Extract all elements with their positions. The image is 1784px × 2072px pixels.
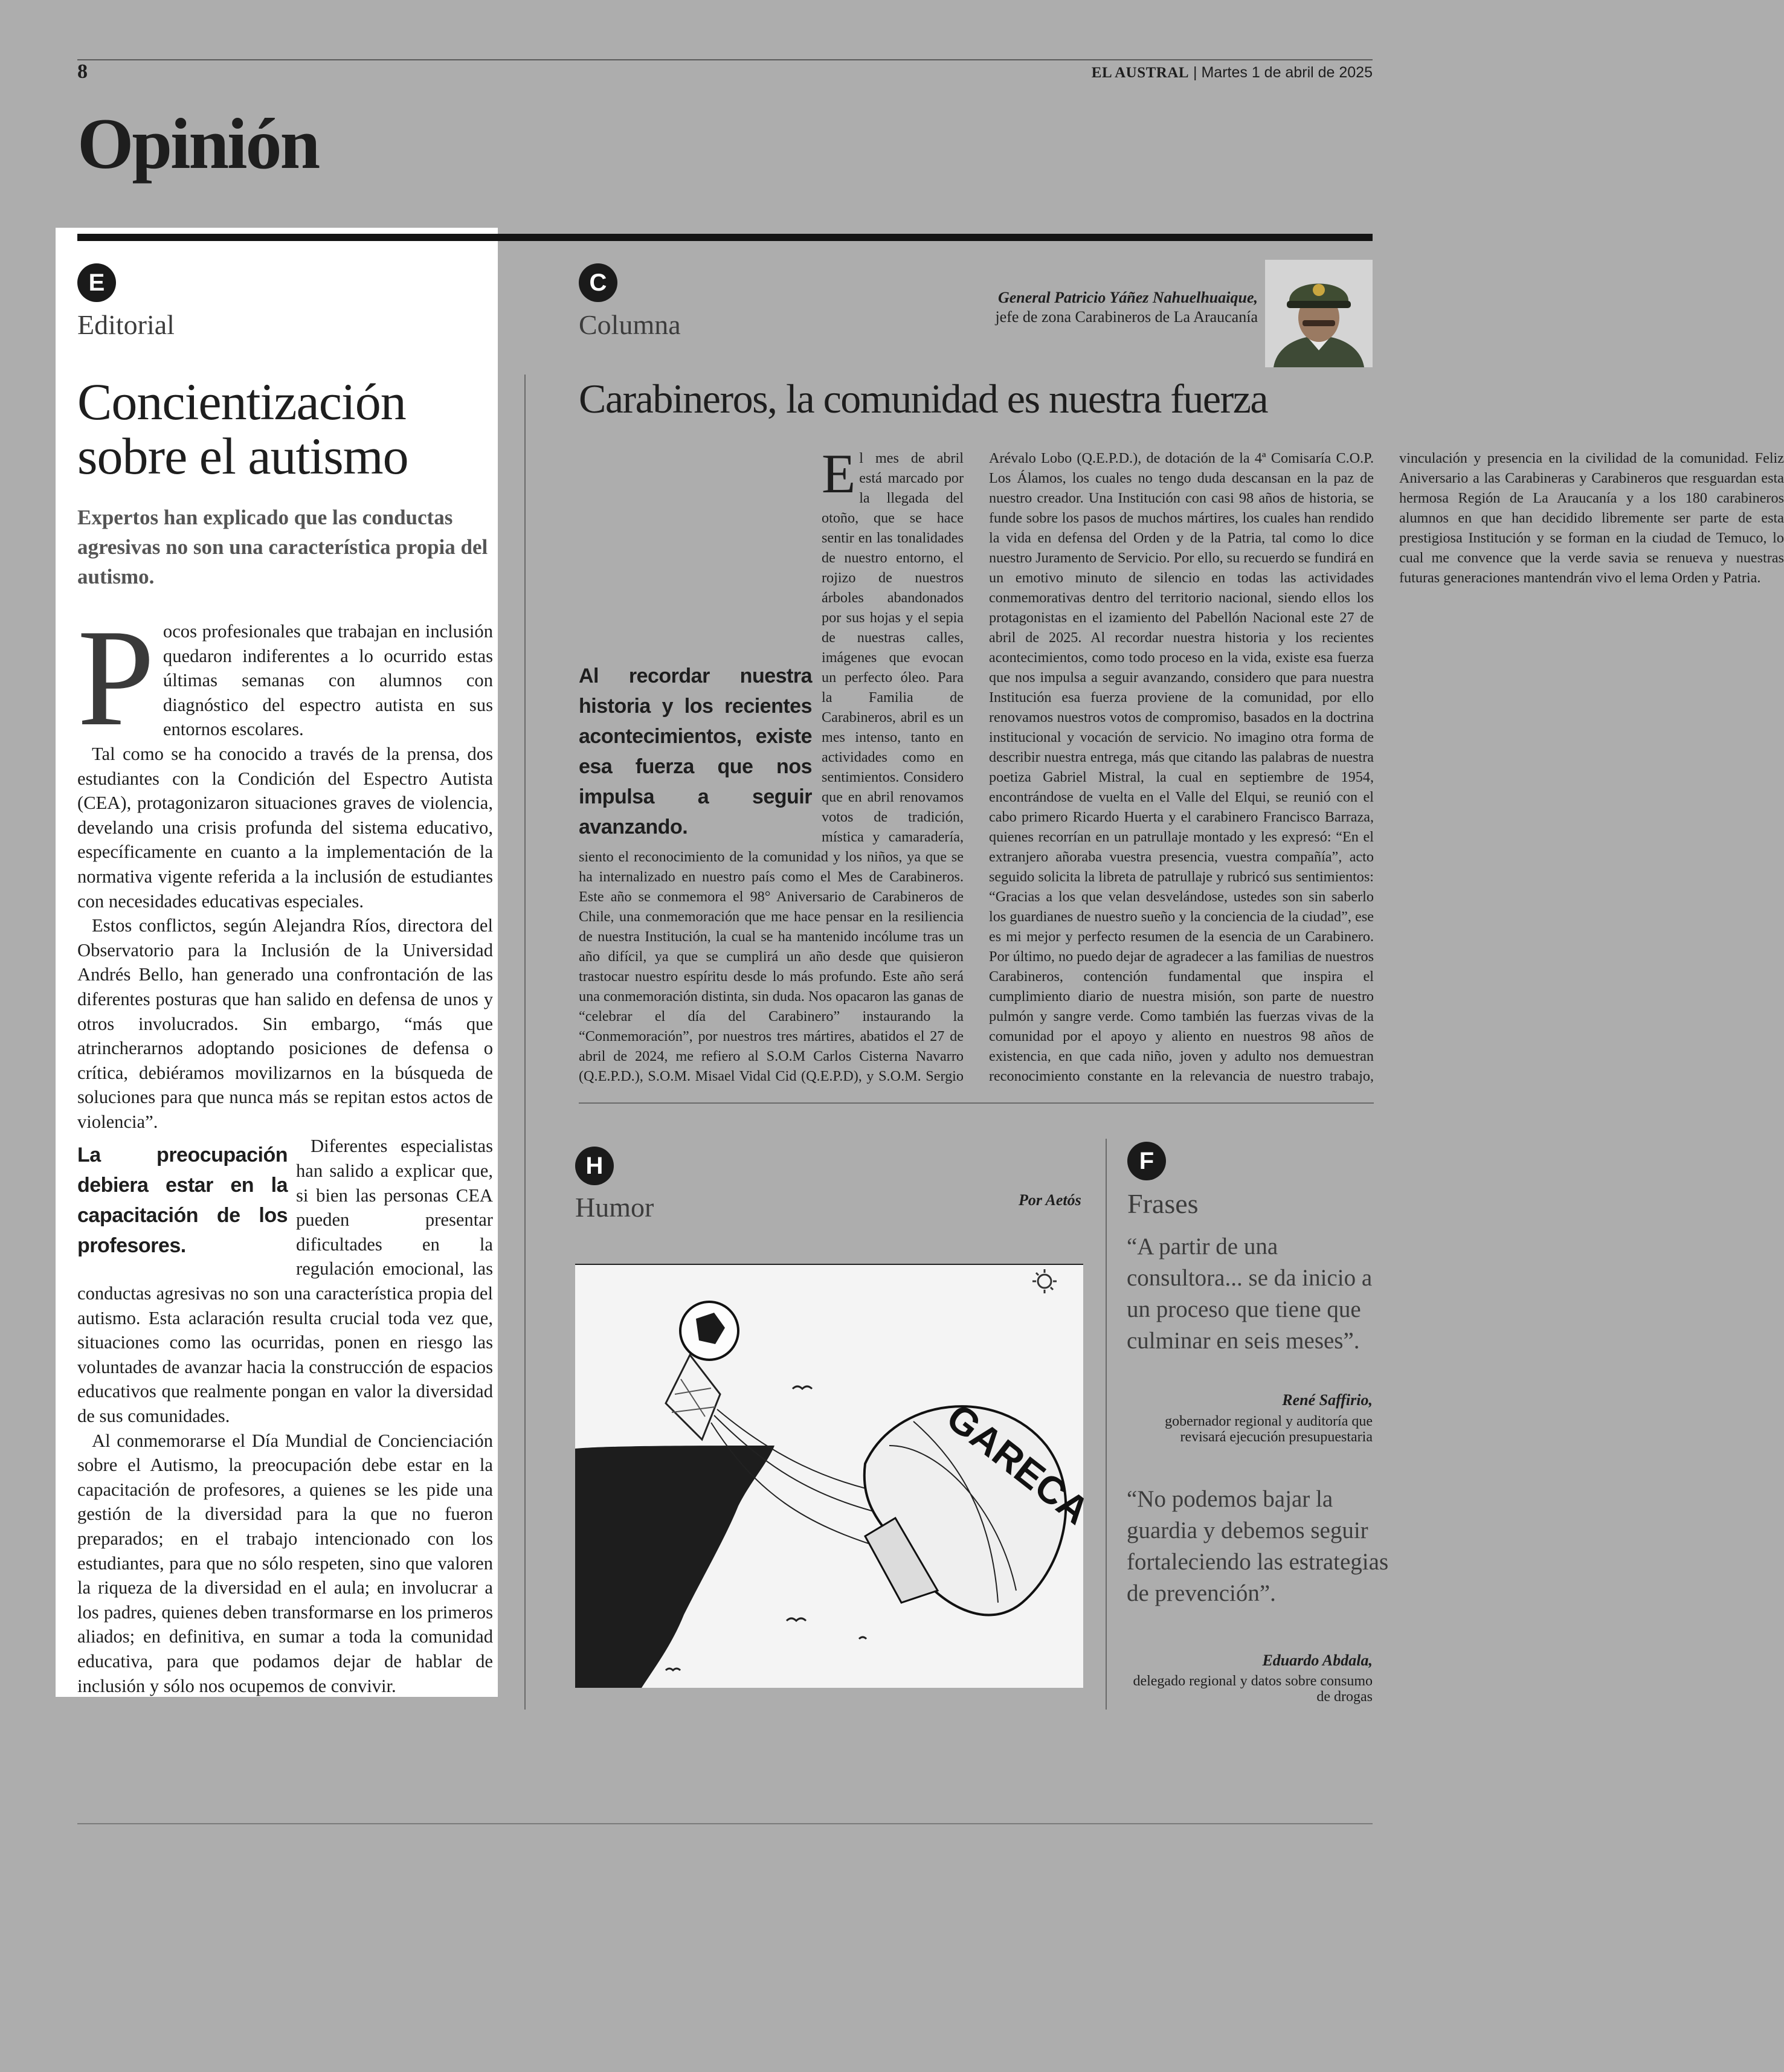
quote-author-role: delegado regional y datos sobre consumo de drogas — [1133, 1673, 1373, 1705]
editorial-label: Editorial — [77, 309, 175, 340]
column-paragraph: El mes de abril está marcado por la llegada del otoño, que se hace sentir en las tonalidades de nuestro entorno, el rojizo de nuestros árboles abandonados por sus hojas y el sepia de nuestras calles, imágenes que evocan un perfecto óleo. Para la Familia de Carabineros, abril es un mes intenso, tanto en actividades como en sentimientos. Considero que en abril renovamos votos de tradición, mística y camaradería, siento el reconocimiento de la comunidad y los niños, ya que se ha internalizado en nuestro país como el Mes de Carabineros. Este año se conmemora el 98° Aniversario de Carabineros de Chile, una conmemoración que me hace pensar en la resiliencia de nuestra Institución, la cual se ha mantenido incólume tras un año difícil, ya que se cumplirá un año desde que quisieron trastocar nuestro espíritu desde lo más profundo. Este año será una conmemoración distinta, sin duda. Nos opacaron las ganas de “celebrar el día del Carabinero” instaurando la “Conmemoración”, por nuestros tres mártires, abatidos el 27 de abril de 2024, me refiero al S.O.M Carlos Cisterna Navarro (Q.E.P.D.), S.O.M. Misael Vidal Cid (Q.E.P.D), y S.O.M. Sergio Arévalo Lobo (Q.E.P.D.), de dotación de la 4ª Comisaría C.O.P. Los Álamos, los cuales no tengo duda descansan en la paz de nuestro creador. Una Institución con casi 98 años de historia, se funde sobre los pasos de muchos mártires, los cuales han rendido la vida en defensa del Orden y de la Patria, tal como lo dice nuestro Juramento de Servicio. Por ello, su recuerdo se fundirá en un emotivo minuto de silencio en todas las actividades conmemorativas dentro del territorio nacional, siendo ellos los protagonistas en el izamiento del Pabellón Nacional este 27 de abril de 2025. Al recordar nuestra historia y los recientes acontecimientos, como todo proceso en la vida, existe esa fuerza que nos impulsa a seguir avanzando, considero que para nuestra Institución esa fuerza proviene de la comunidad, por ello renovamos nuestros votos de compromiso, basados en la doctrina institucional y vocación de servicio. No imagino otra forma de describir nuestra entrega, más que citando las palabras de nuestra poetiza Gabriel Mistral, la cual en septiembre de 1954, encontrándose de vuelta en el Valle del Elqui, se reunió con el cabo primero Ricardo Huerta y el carabinero Francisco Barraza, quienes recorrían en un patrullaje montado y les expresó: “En el extranjero añoraba vuestra presencia, vuestra compañía”, acto seguido solicita la libreta de patrullaje y rubricó sus sentimientos: “Gracias a los que velan desvelándose, ustedes son sin saberlo los guardianes de nuestro sueño y la conciencia de la ciudad”, ese es mi mejor y perfecto resumen de la esencia de un Carabinero. Por último, no puedo dejar de agradecer a las familias de nuestros Carabineros, contención fundamental que inspira el cumplimiento diario de nuestra misión, son parte de nuestro pulmón y sangre verde. Como también las fuerzas vivas de la comunidad por el apoyo y aliento en nuestros 98 años de existencia, en que cada niño, joven y adulto nos demuestran reconocimiento constante en la relevancia de nuestro trabajo, vinculación y presencia en la civilidad de la comunidad. Feliz Aniversario a las Carabineras y Carabineros que resguardan esta hermosa Región de La Araucanía y a los 180 carabineros alumnos en que han decidido libremente ser parte de esta prestigiosa Institución y se forman en la ciudad de Temuco, lo cual me convence que la verde savia se renueva y nuestras futuras generaciones mantendrán vivo el lema Orden y Patria. — [579, 443, 1784, 1084]
issue-date: Martes 1 de abril de 2025 — [1201, 64, 1373, 81]
column-headline: Carabineros, la comunidad es nuestra fuerza — [579, 376, 1268, 422]
humor-label: Humor — [575, 1192, 654, 1223]
cartoon-text: GARECA — [938, 1395, 1098, 1533]
editorial-paragraph: Tal como se ha conocido a través de la prensa, dos estudiantes con la Condición del Espectro Autista (CEA), protagonizaron situaciones graves de violencia, develando una crisis profunda del sistema educativo, específicamente en cuanto a la implementación de la normativa vigente referida a la inclusión de estudiantes con necesidades educativas especiales. — [77, 743, 493, 912]
humor-cartoon — [575, 1264, 1098, 1688]
editorial-pull-quote: La preocupación debiera estar en la capacitación de los profesores. — [77, 1144, 288, 1258]
column-label: Columna — [579, 309, 681, 340]
bottom-rule — [77, 1823, 1373, 1824]
author-role: jefe de zona Carabineros de La Araucanía — [995, 308, 1258, 326]
frases-divider — [1106, 1139, 1107, 1710]
editorial-lead: Expertos han explicado que las conductas agresivas no son una característica propia del autismo. — [77, 506, 488, 588]
column-pull-quote: Al recordar nuestra historia y los recientes acontecimientos, existe esa fuerza que nos impulsa a seguir avanzando. — [579, 664, 812, 838]
column-body — [579, 443, 1784, 1089]
column-bottom-rule — [579, 1102, 1374, 1104]
editorial-badge: E — [77, 263, 116, 302]
quote-text: “A partir de una consultora... se da inicio a un proceso que tiene que culminar en seis meses”. — [1127, 1234, 1373, 1354]
portrait-image — [1265, 260, 1373, 367]
top-rule — [77, 59, 1373, 60]
masthead — [1092, 64, 1373, 82]
quote-author-name: Eduardo Abdala, — [1262, 1652, 1373, 1669]
editorial-paragraph: Al conmemorarse el Día Mundial de Concienciación sobre el Autismo, la preocupación debe estar en la capacitación de profesores, a quienes se les pide una gestión de la diversidad para la que no fueron preparados; en el trabajo intencionado con los estudiantes, para que no sólo respeten, sino que valoren la riqueza de la diversidad en el aula; en involucrar a los padres, quienes deben transformarse en los primeros aliados; en definitiva, en sumar a toda la comunidad educativa, para que podamos dejar de hablar de inclusión y sólo nos ocupemos de convivir. — [77, 1430, 493, 1696]
frases-badge: F — [1127, 1142, 1166, 1180]
masthead-separator: | — [1189, 64, 1202, 81]
cartoon-credit: Por Aetós — [1019, 1191, 1081, 1209]
author-portrait — [1265, 260, 1373, 367]
frases-label: Frases — [1127, 1188, 1199, 1219]
quote-author-name: René Saffirio, — [1282, 1391, 1373, 1409]
humor-badge: H — [575, 1147, 614, 1185]
page-number: 8 — [77, 60, 88, 83]
column-badge: C — [579, 263, 617, 302]
quote-text: “No podemos bajar la guardia y debemos seguir fortaleciendo las estrategias de prevención”. — [1127, 1486, 1389, 1606]
section-rule — [77, 234, 1373, 241]
quote-author-role: gobernador regional y auditoría que revisará ejecución presupuestaria — [1165, 1414, 1373, 1445]
paper-name: EL AUSTRAL — [1091, 65, 1190, 81]
section-title: Opinión — [77, 103, 319, 184]
column-divider — [524, 375, 526, 1710]
editorial-paragraph: Diferentes especialistas han salido a explicar que, si bien las personas CEA pueden presentar dificultades en la regulación emocional, las conductas agresivas no son una característica propia del autismo. Esta aclaración resulta crucial toda vez que, situaciones como las ocurridas, ponen en riesgo las voluntades de avanzar hacia la construcción de espacios educativos que realmente pongan en valor la diversidad de sus comunidades. — [77, 1136, 493, 1426]
cartoon-drawing — [575, 1264, 1098, 1688]
author-name: General Patricio Yáñez Nahuelhuaique, — [997, 289, 1258, 306]
editorial-paragraph: Pocos profesionales que trabajan en inclusión quedaron indiferentes a lo ocurrido estas últimas semanas con alumnos con diagnóstico del espectro autista en sus entornos escolares. — [77, 600, 493, 754]
editorial-paragraph: Estos conflictos, según Alejandra Ríos, directora del Observatorio para la Inclusión de la Universidad Andrés Bello, han generado una confrontación de las diferentes posturas que han salido en defensa de unos y otros involucrados. Sin embargo, “más que atrincherarnos adoptando posiciones de defensa o crítica, debiéramos movilizarnos en la búsqueda de soluciones para que nunca más se repitan estos actos de violencia”. — [77, 915, 493, 1132]
editorial-body — [77, 600, 493, 1698]
editorial-headline: Concientización sobre el autismo — [77, 373, 408, 485]
